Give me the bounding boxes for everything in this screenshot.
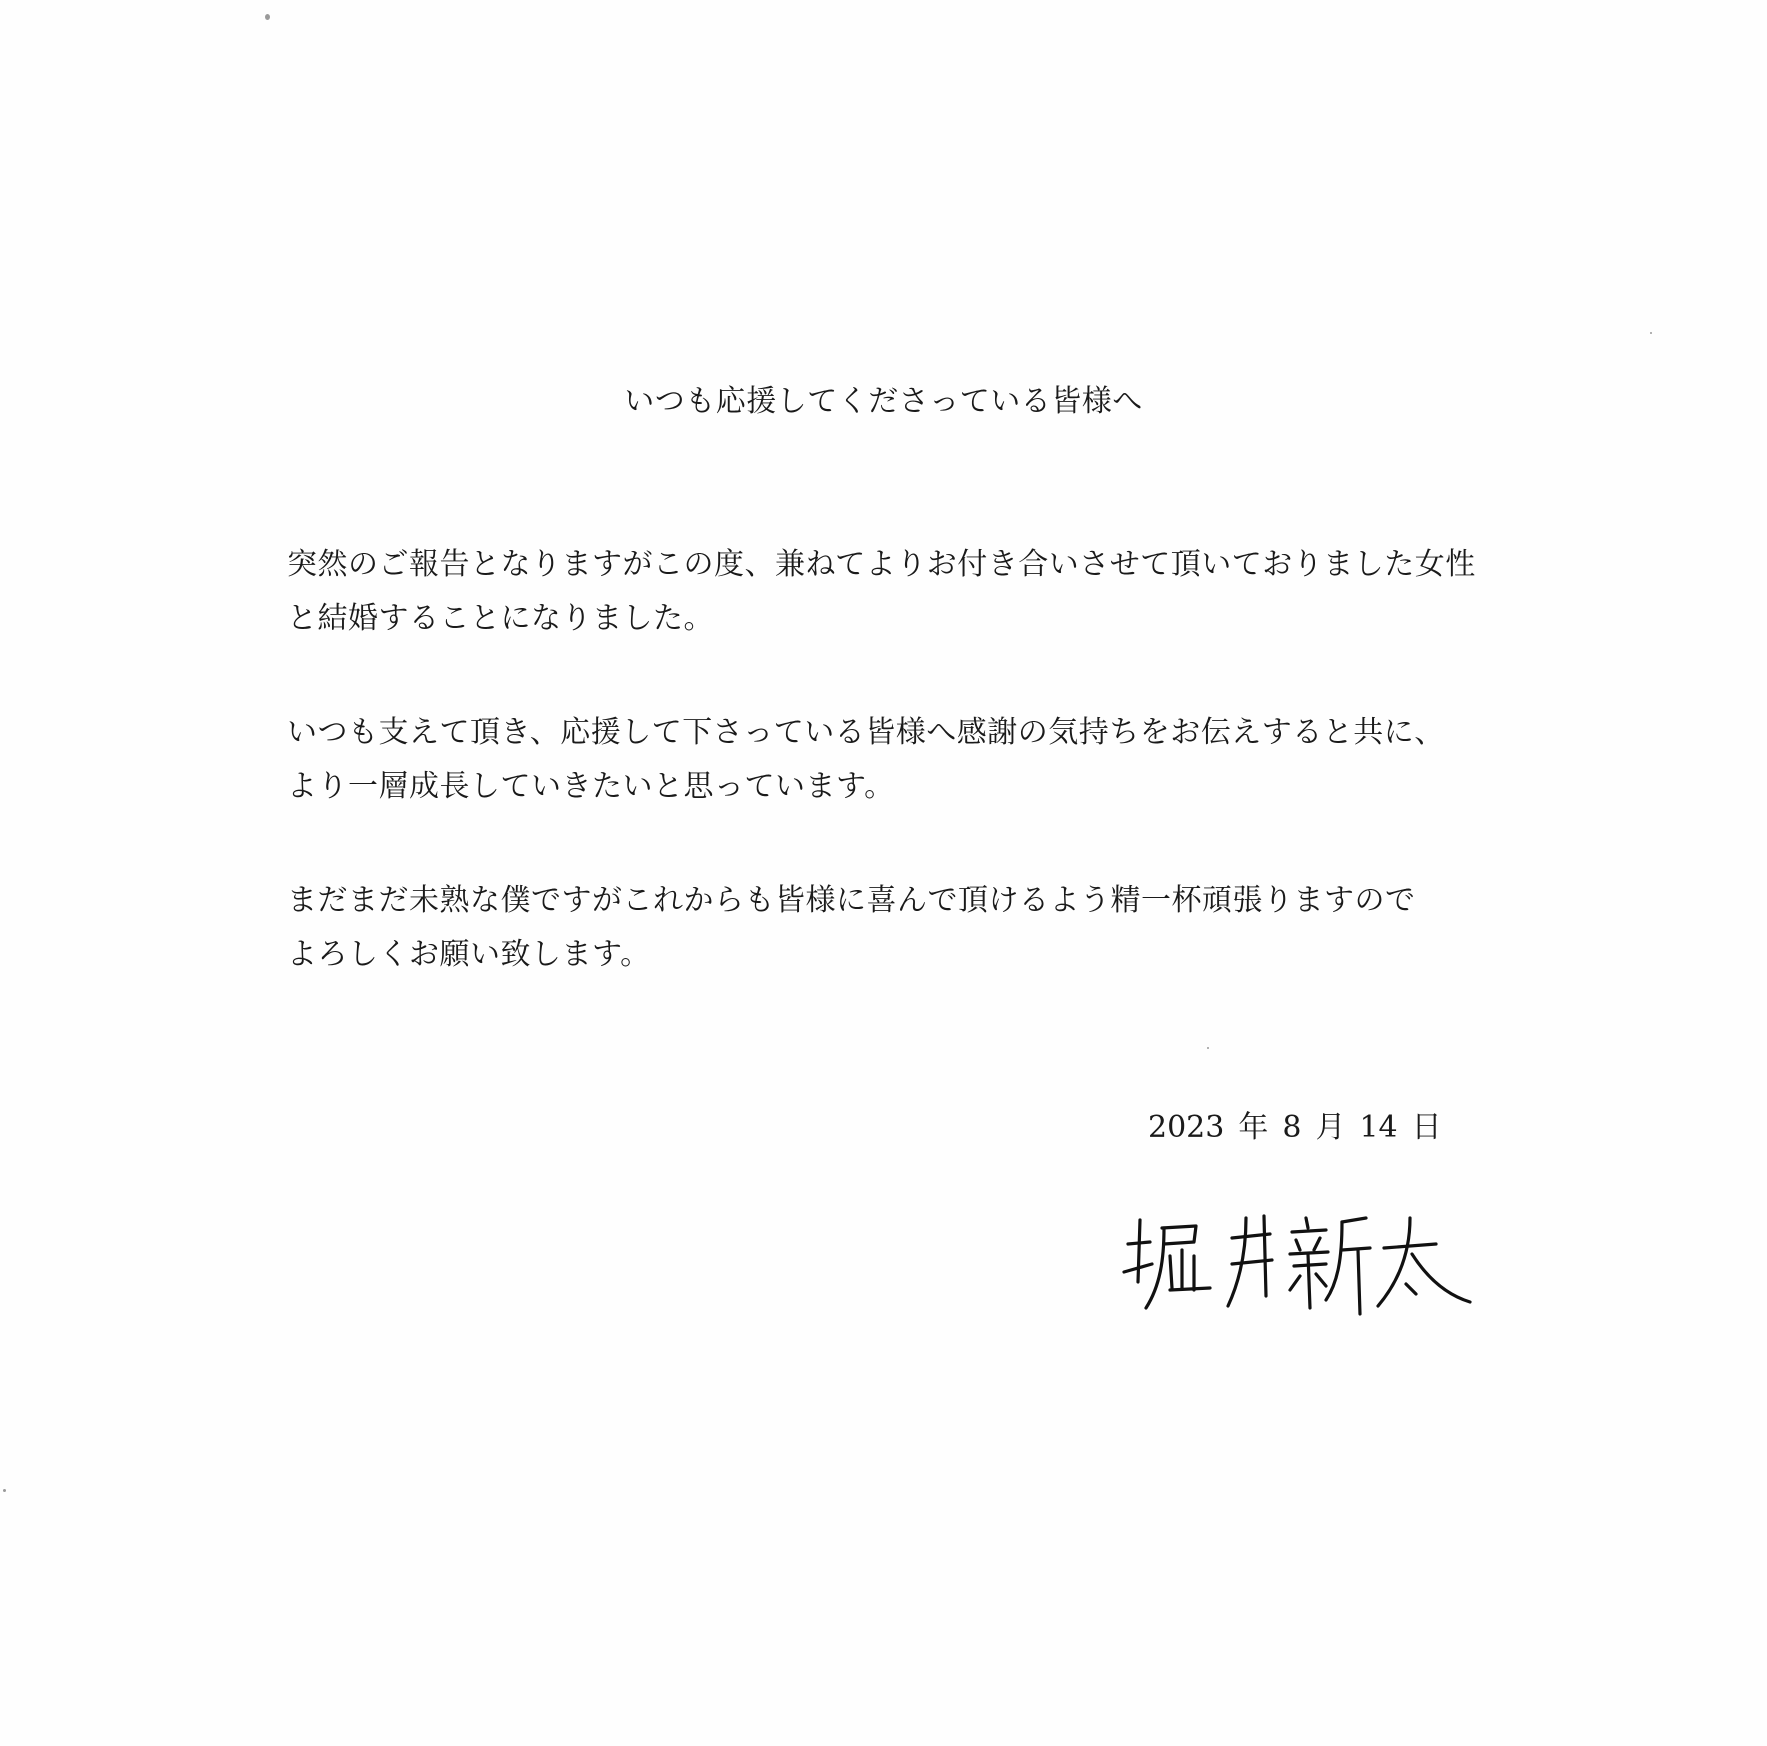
handwritten-signature xyxy=(1120,1210,1480,1320)
scan-speck xyxy=(1207,1047,1209,1049)
scan-speck xyxy=(265,14,270,20)
paragraph-line: いつも支えて頂き、応援して下さっている皆様へ感謝の気持ちをお伝えすると共に、 xyxy=(287,715,1445,750)
date-year-unit: 年 xyxy=(1238,1110,1269,1145)
date-day-unit: 日 xyxy=(1411,1110,1442,1145)
paragraph-line: より一層成長していきたいと思っています。 xyxy=(287,769,895,804)
paragraph-2 xyxy=(287,706,1607,814)
letter-body xyxy=(287,538,1607,1042)
letter-date xyxy=(1148,1108,1456,1148)
date-month-unit: 月 xyxy=(1315,1110,1346,1145)
paragraph-line: と結婚することになりました。 xyxy=(287,601,714,636)
paragraph-1 xyxy=(287,538,1607,646)
paragraph-3 xyxy=(287,874,1607,982)
date-month: 8 xyxy=(1282,1110,1302,1145)
date-day: 14 xyxy=(1359,1110,1398,1145)
date-year: 2023 xyxy=(1148,1110,1225,1145)
paragraph-line: よろしくお願い致します。 xyxy=(287,937,651,972)
scan-speck xyxy=(3,1489,6,1492)
paragraph-line: 突然のご報告となりますがこの度、兼ねてよりお付き合いさせて頂いておりました女性 xyxy=(287,547,1476,582)
scan-speck xyxy=(1650,332,1652,334)
paragraph-line: まだまだ未熟な僕ですがこれからも皆様に喜んで頂けるよう精一杯頑張りますので xyxy=(287,883,1416,918)
greeting-heading: いつも応援してくださっている皆様へ xyxy=(624,384,1143,419)
